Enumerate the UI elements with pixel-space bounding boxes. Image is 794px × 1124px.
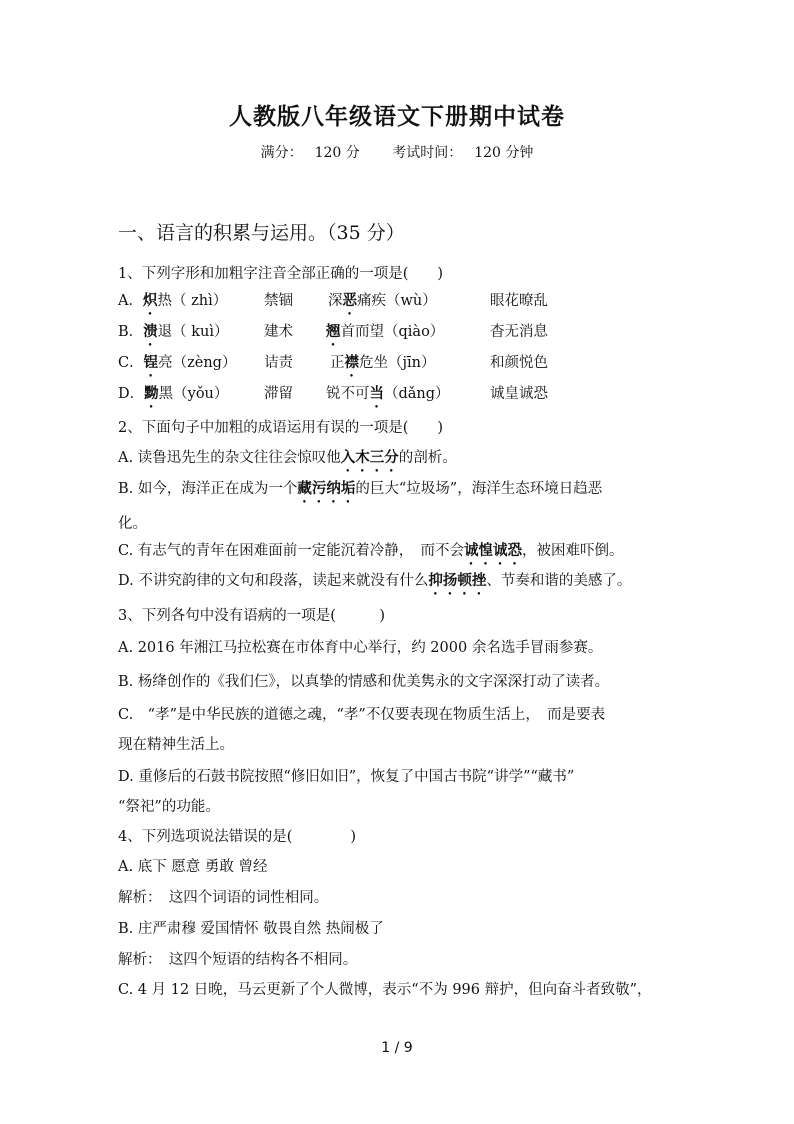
option-text: 黑（yǒu） <box>158 386 229 402</box>
exam-meta <box>0 142 794 162</box>
bold-char: 溃 <box>143 323 158 340</box>
question-4-stem: 4、下列选项说法错误的是( ) <box>118 829 357 845</box>
question-3-option-c-cont: 现在精神生活上。 <box>118 737 234 753</box>
bold-idiom: 入木三分 <box>340 449 399 466</box>
option-text: 的巨大“垃圾场”，海洋生态环境日趋恶 <box>355 481 603 497</box>
option-text: B. 如今，海洋正在成为一个 <box>118 481 298 497</box>
option-letter: B． <box>118 324 144 340</box>
option-word: 建术 <box>264 324 293 340</box>
bold-idiom: 诚惶诚恐 <box>464 542 523 559</box>
section-heading: 一、语言的积累与运用。（35 分） <box>118 222 405 244</box>
option-text: C. 有志气的青年在困难面前一定能沉着冷静， 而不会 <box>118 543 465 559</box>
option-letter: D． <box>118 386 145 402</box>
question-2-option-b <box>118 477 602 506</box>
option-text: 危坐（jīn） <box>359 355 436 371</box>
option-word: 眼花暸乱 <box>490 293 548 309</box>
question-3-option-a: A. 2016 年湘江马拉松赛在市体育中心举行，约 2000 余名选手冒雨参赛。 <box>118 640 603 656</box>
option-text: 、节奏和谐的美感了。 <box>486 573 632 589</box>
option-letter: A． <box>118 293 143 309</box>
option-text: D. 不讲究韵律的文句和段落，读起来就没有什么 <box>118 573 429 589</box>
question-2-stem: 2、下面句子中加粗的成语运用有误的一项是( ) <box>118 420 444 436</box>
option-text: （dǎng） <box>384 386 450 402</box>
option-word: 和颜悦色 <box>490 355 548 371</box>
score-value: 120 分 <box>314 145 360 161</box>
option-text: 正 <box>330 355 345 371</box>
bold-idiom: 抑扬顿挫 <box>428 572 487 589</box>
bold-char: 锃 <box>143 354 159 371</box>
option-text: 热（ zhì） <box>157 293 228 309</box>
question-4-note-b: 解析： 这四个短语的结构各不相同。 <box>118 952 358 968</box>
option-text: 的剖析。 <box>398 450 457 466</box>
bold-char: 黝 <box>144 385 159 402</box>
option-letter: C． <box>118 355 144 371</box>
option-word: 诘责 <box>264 355 293 371</box>
question-4-option-a: A. 底下 愿意 勇敢 曾经 <box>118 859 268 875</box>
question-2-option-a <box>118 446 457 475</box>
option-text: A. 读鲁迅先生的杂文往往会惊叹他 <box>118 450 341 466</box>
option-word: 诚皇诚恐 <box>490 386 548 402</box>
bold-char: 恶 <box>342 292 357 309</box>
page-title: 人教版八年级语文下册期中试卷 <box>229 103 565 130</box>
question-3-option-c: C. “孝”是中华民族的道德之魂，“孝”不仅要表现在物质生活上， 而是要表 <box>118 707 606 723</box>
question-3-option-b: B. 杨绛创作的《我们仨》，以真挚的情感和优美隽永的文字深深打动了读者。 <box>118 674 610 690</box>
question-1-stem: 1、下列字形和加粗字注音全部正确的一项是( ) <box>118 266 444 282</box>
bold-char: 襟 <box>344 354 359 371</box>
page-number: 1 / 9 <box>381 1040 413 1056</box>
option-word: 杳无消息 <box>490 324 548 340</box>
question-3-option-d: D. 重修后的石鼓书院按照“修旧如旧”，恢复了中国古书院“讲学”“藏书” <box>118 769 575 785</box>
bold-char: 当 <box>369 385 384 402</box>
option-text: 痛疾（wù） <box>357 293 437 309</box>
score-label: 满分： <box>260 145 303 161</box>
question-4-note-a: 解析： 这四个词语的词性相同。 <box>118 890 329 906</box>
question-2-option-c <box>118 539 624 568</box>
option-text: 锐不可 <box>326 386 370 402</box>
bold-char: 翘 <box>326 323 341 340</box>
option-text: ，被困难吓倒。 <box>522 543 624 559</box>
option-text: 深 <box>328 293 343 309</box>
option-word: 禁锢 <box>264 293 293 309</box>
question-4-option-b: B. 庄严肃穆 爱国情怀 敬畏自然 热闹极了 <box>118 921 384 937</box>
question-3-stem: 3、下列各句中没有语病的一项是( ) <box>118 608 386 624</box>
option-text: 退（ kuì） <box>157 324 229 340</box>
question-4-option-c: C. 4 月 12 日晚，马云更新了个人微博，表示“不为 996 辩护，但向奋斗者致敬”， <box>118 982 652 998</box>
question-2-option-b-cont: 化。 <box>118 516 147 532</box>
option-word: 滞留 <box>264 386 293 402</box>
option-text: 亮（zèng） <box>158 355 237 371</box>
question-3-option-d-cont: “祭祀”的功能。 <box>118 799 220 815</box>
time-value: 120 分钟 <box>474 145 534 161</box>
time-label: 考试时间： <box>392 145 463 161</box>
bold-char: 炽 <box>142 292 158 309</box>
question-2-option-d <box>118 569 631 598</box>
option-text: 首而望（qiào） <box>340 324 445 340</box>
bold-idiom: 藏污纳垢 <box>297 480 356 497</box>
